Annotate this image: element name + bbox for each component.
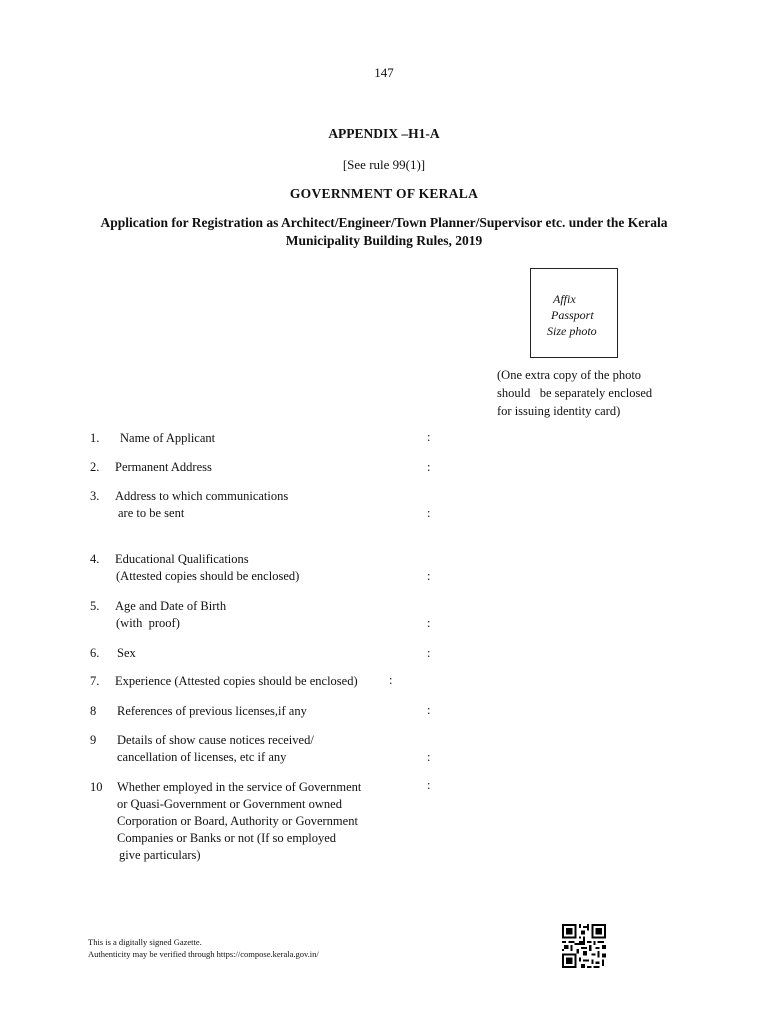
item-label: Sex (117, 646, 136, 660)
form-title-line1: Application for Registration as Architect/Engineer/Town Planner/Supervisor etc. under the Kerala (100, 215, 668, 230)
form-title-line2: Municipality Building Rules, 2019 (285, 233, 483, 248)
page-number: 147 (374, 65, 394, 80)
photo-note-line3: for issuing identity card) (497, 404, 621, 418)
item-label: Permanent Address (115, 460, 212, 474)
item-8-colon: : (427, 703, 431, 717)
photo-box-line2: Passport (551, 308, 594, 322)
item-label: Name of Applicant (120, 431, 216, 445)
item-5-colon: : (427, 616, 431, 630)
item-number: 8 (90, 704, 97, 718)
item-label: References of previous licenses,if any (117, 704, 307, 718)
footer-note (88, 936, 319, 960)
passport-photo-box (530, 268, 618, 358)
form-title (60, 214, 708, 250)
photo-box-line1: Affix (553, 292, 576, 306)
item-number: 6. (90, 646, 100, 660)
item-label-cont: Companies or Banks or not (If so employed (117, 831, 337, 845)
item-label: Educational Qualifications (115, 552, 249, 566)
photo-note (497, 366, 697, 420)
appendix-title: APPENDIX –H1-A (328, 126, 440, 141)
item-9-colon: : (427, 750, 431, 764)
government-title: GOVERNMENT OF KERALA (289, 186, 479, 201)
item-label: Age and Date of Birth (115, 599, 227, 613)
item-label: Details of show cause notices received/ (117, 733, 314, 747)
footer-line1: This is a digitally signed Gazette. (88, 937, 202, 947)
item-number: 1. (90, 431, 100, 445)
item-label-cont: are to be sent (118, 506, 185, 520)
item-label-cont: cancellation of licenses, etc if any (117, 750, 287, 764)
item-number: 10 (90, 780, 103, 794)
item-label-cont: (Attested copies should be enclosed) (116, 569, 300, 583)
item-1-colon: : (427, 430, 431, 444)
item-3-colon: : (427, 506, 431, 520)
item-label-cont: give particulars) (119, 848, 201, 862)
item-4-colon: : (427, 569, 431, 583)
item-10-colon: : (427, 778, 431, 792)
item-number: 4. (90, 552, 100, 566)
item-label: Address to which communications (115, 489, 289, 503)
item-number: 3. (90, 489, 100, 503)
item-6-colon: : (427, 646, 431, 660)
photo-box-line3: Size photo (547, 324, 597, 338)
photo-note-line1: (One extra copy of the photo (497, 368, 642, 382)
item-number: 2. (90, 460, 100, 474)
qr-code-icon (561, 924, 607, 968)
item-number: 5. (90, 599, 100, 613)
item-label: Experience (Attested copies should be enclosed) (115, 674, 358, 688)
rule-reference: [See rule 99(1)] (342, 157, 426, 172)
item-label-cont: Corporation or Board, Authority or Government (117, 814, 358, 828)
item-number: 9 (90, 733, 97, 747)
item-label-cont: (with proof) (116, 616, 180, 630)
item-label: Whether employed in the service of Government (117, 780, 362, 794)
item-number: 7. (90, 674, 100, 688)
photo-note-line2: should be separately enclosed (497, 386, 653, 400)
item-7-colon: : (389, 673, 393, 687)
footer-line2: Authenticity may be verified through https://compose.kerala.gov.in/ (88, 949, 319, 959)
item-label-cont: or Quasi-Government or Government owned (117, 797, 342, 811)
item-2-colon: : (427, 460, 431, 474)
